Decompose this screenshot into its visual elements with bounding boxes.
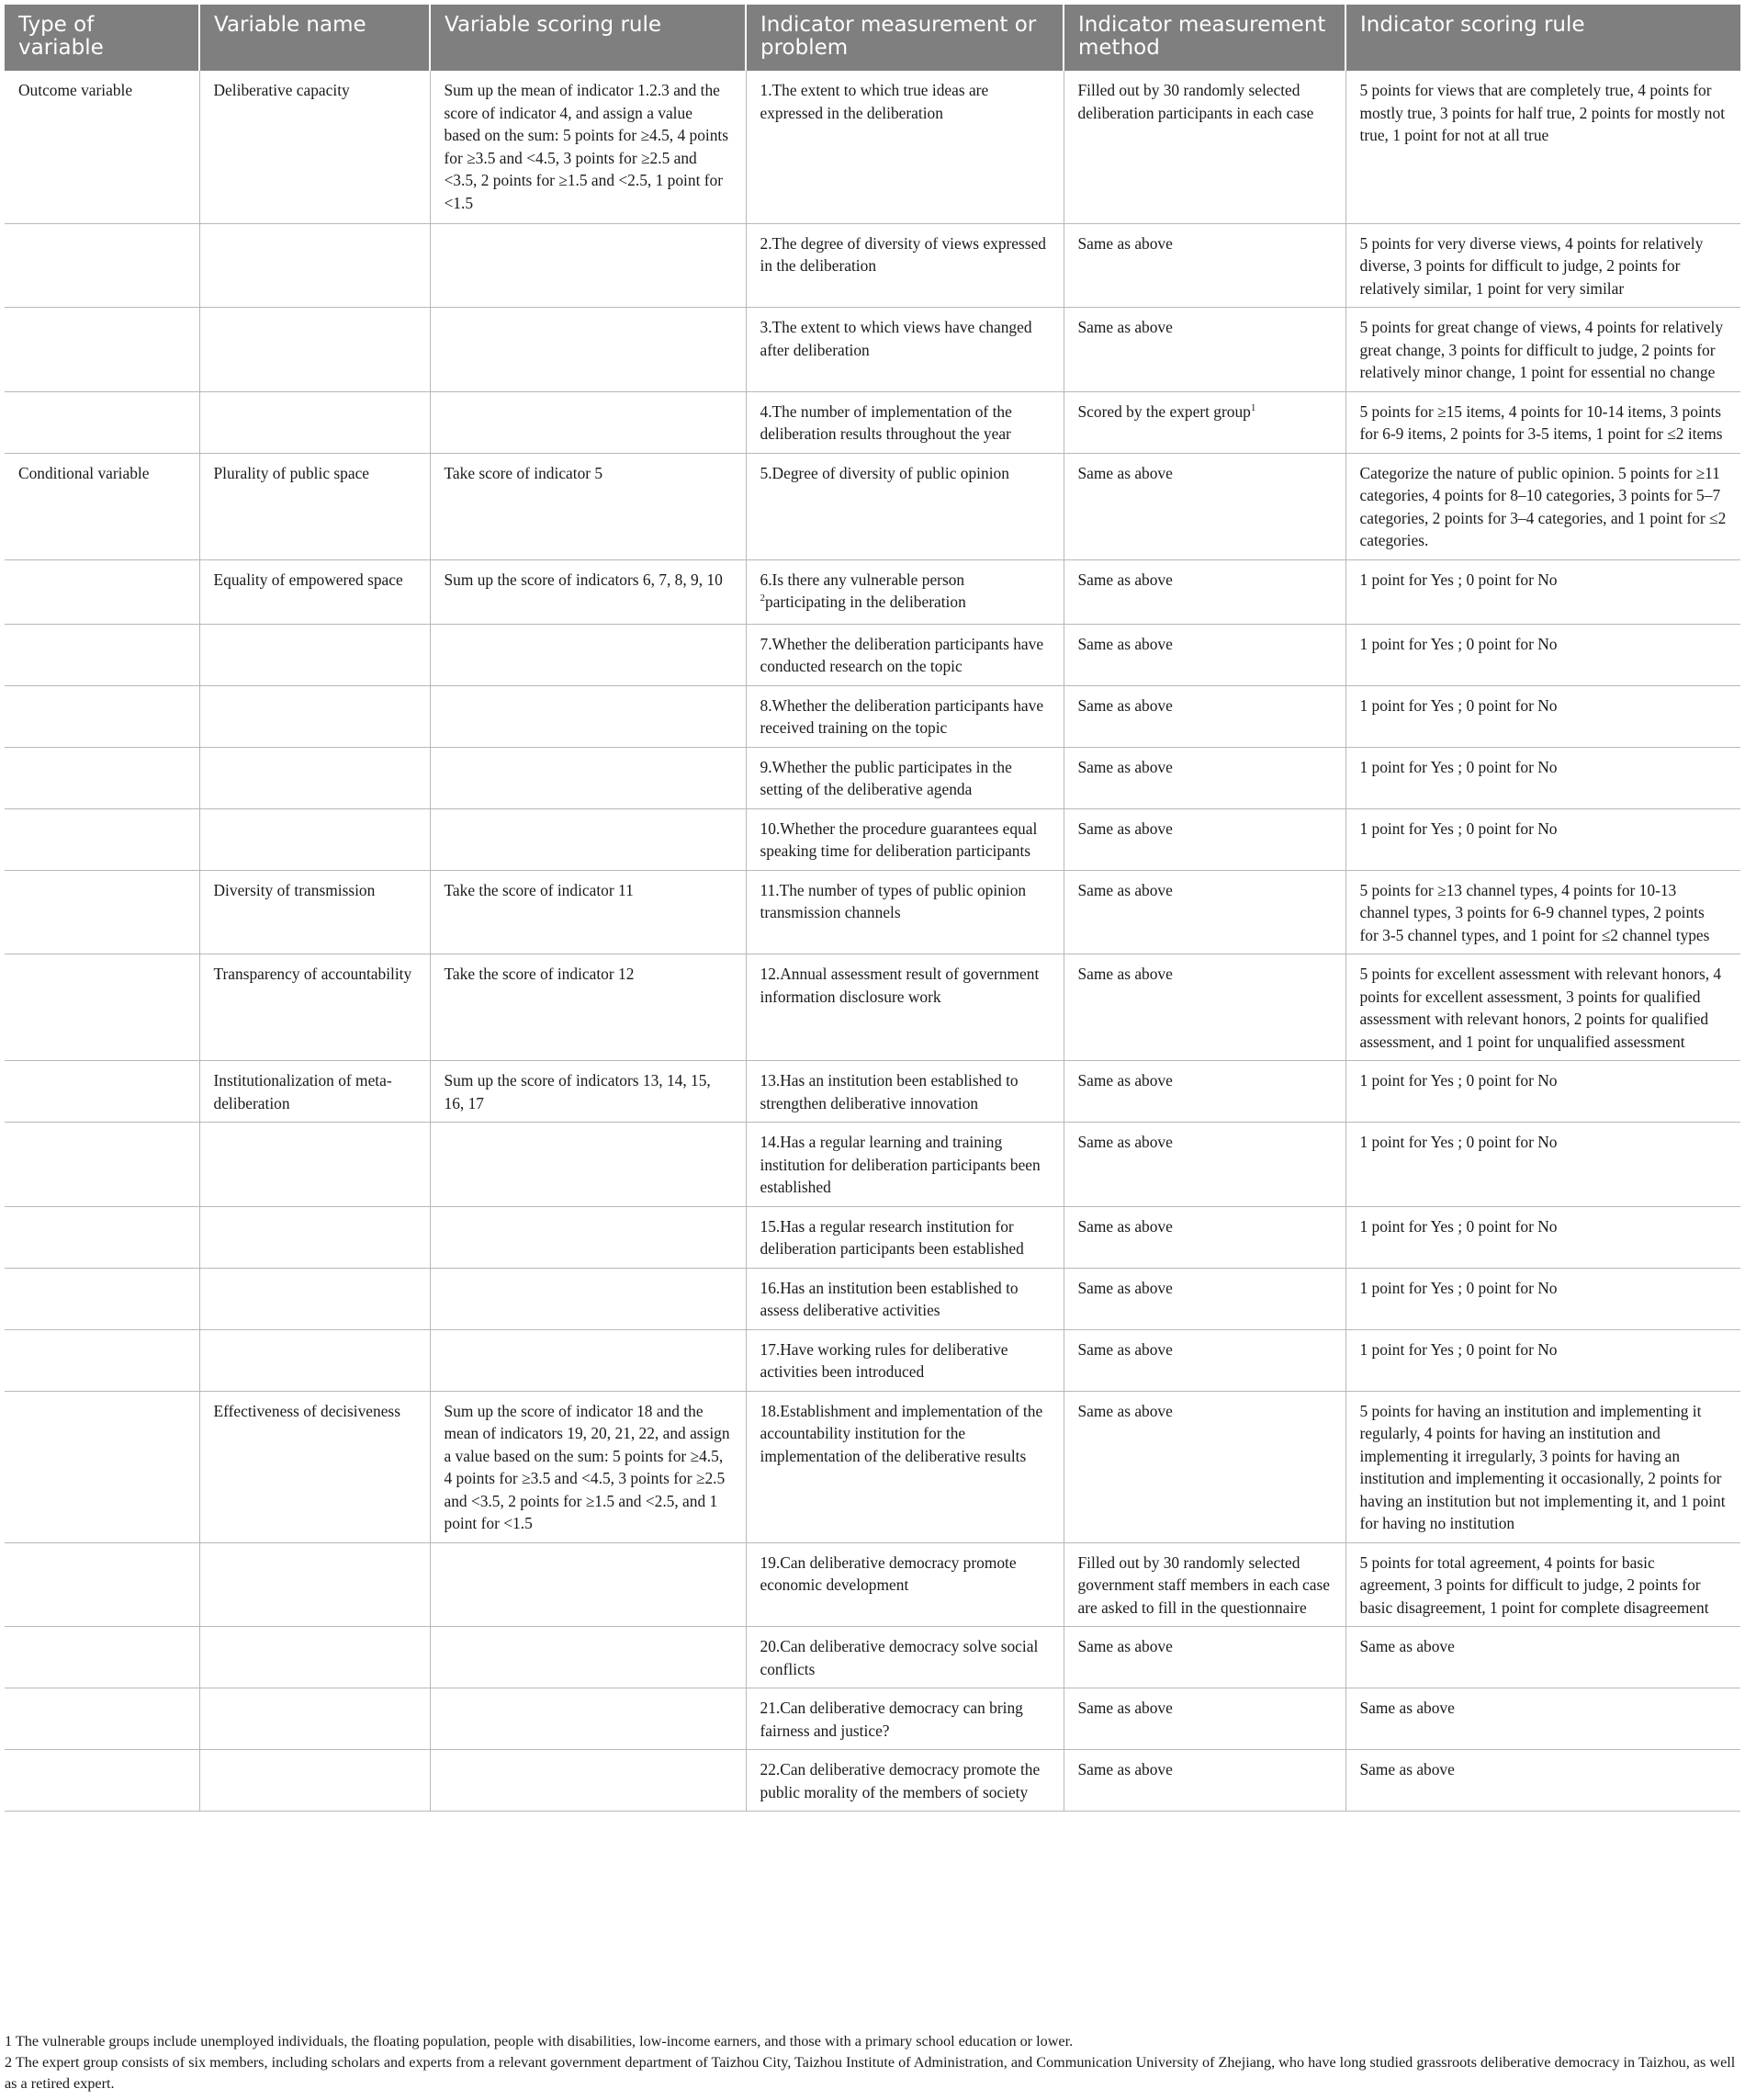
table-row [5, 1750, 1740, 1812]
cell-variable-name [199, 1750, 430, 1812]
cell-variable-type [5, 808, 199, 870]
cell-variable-type [5, 1542, 199, 1627]
table-row [5, 685, 1740, 747]
cell-indicator: 12.Annual assessment result of government information disclosure work [746, 954, 1064, 1061]
cell-measurement-method: Same as above [1064, 954, 1345, 1061]
cell-variable-type [5, 1268, 199, 1329]
cell-indicator-scoring-rule: Same as above [1345, 1627, 1740, 1688]
cell-variable-scoring-rule [430, 223, 746, 308]
cell-measurement-method: Same as above [1064, 1627, 1345, 1688]
cell-indicator-scoring-rule: Same as above [1345, 1688, 1740, 1750]
cell-variable-type [5, 624, 199, 685]
cell-variable-scoring-rule [430, 308, 746, 392]
cell-measurement-method: Same as above [1064, 747, 1345, 808]
cell-variable-name [199, 1542, 430, 1627]
cell-variable-type [5, 954, 199, 1061]
cell-measurement-method: Filled out by 30 randomly selected government staff members in each case are asked to fill in the questionnaire [1064, 1542, 1345, 1627]
cell-variable-type [5, 747, 199, 808]
cell-variable-scoring-rule: Take the score of indicator 12 [430, 954, 746, 1061]
cell-measurement-method: Same as above [1064, 559, 1345, 624]
cell-indicator-scoring-rule: 5 points for having an institution and implementing it regularly, 4 points for having an institution and implementing it irregularly, 3 points for having an institution and implementing it occasionally, 2 points for having an institution but not implementing it, and 1 point for having no institution [1345, 1391, 1740, 1542]
footnote-1: 1 The vulnerable groups include unemployed individuals, the floating population, people with disabilities, low-income earners, and those with a primary school education or lower. [5, 2033, 1074, 2049]
cell-variable-type [5, 1688, 199, 1750]
table-row [5, 1542, 1740, 1627]
cell-variable-scoring-rule [430, 624, 746, 685]
cell-indicator: 22.Can deliberative democracy promote the public morality of the members of society [746, 1750, 1064, 1812]
cell-variable-type: Conditional variable [5, 453, 199, 559]
table-row [5, 954, 1740, 1061]
cell-variable-name [199, 223, 430, 308]
table-row [5, 747, 1740, 808]
cell-variable-name: Effectiveness of decisiveness [199, 1391, 430, 1542]
cell-measurement-method: Same as above [1064, 1750, 1345, 1812]
cell-variable-name: Transparency of accountability [199, 954, 430, 1061]
cell-variable-scoring-rule [430, 1329, 746, 1391]
cell-indicator: 21.Can deliberative democracy can bring fairness and justice? [746, 1688, 1064, 1750]
column-header: Indicator measurement or problem [746, 5, 1064, 71]
table-row [5, 1627, 1740, 1688]
cell-variable-name: Equality of empowered space [199, 559, 430, 624]
table-row [5, 1329, 1740, 1391]
cell-variable-type [5, 391, 199, 453]
indicator-text-continued: participating in the deliberation [765, 593, 966, 611]
cell-variable-scoring-rule [430, 1688, 746, 1750]
cell-variable-name: Diversity of transmission [199, 870, 430, 954]
cell-variable-name [199, 808, 430, 870]
cell-variable-name [199, 624, 430, 685]
column-header: Indicator measurement method [1064, 5, 1345, 71]
cell-variable-type [5, 1750, 199, 1812]
method-text: Scored by the expert group [1077, 401, 1251, 421]
cell-measurement-method: Same as above [1064, 308, 1345, 392]
table-row [5, 391, 1740, 453]
cell-measurement-method: Same as above [1064, 453, 1345, 559]
cell-variable-scoring-rule: Sum up the mean of indicator 1.2.3 and the score of indicator 4, and assign a value based on the sum: 5 points for ≥4.5, 4 points for ≥3.5 and <4.5, 3 points for ≥2.5 and <3.5, 2 points for ≥1.5 and <2.5, 1 point for <1.5 [430, 71, 746, 223]
cell-measurement-method: Same as above [1064, 870, 1345, 954]
cell-indicator: 17.Have working rules for deliberative activities been introduced [746, 1329, 1064, 1391]
cell-variable-scoring-rule: Sum up the score of indicators 6, 7, 8, 9, 10 [430, 559, 746, 624]
cell-indicator-scoring-rule: 1 point for Yes ; 0 point for No [1345, 1268, 1740, 1329]
table-row [5, 624, 1740, 685]
column-header: Type of variable [5, 5, 199, 71]
cell-variable-name [199, 1206, 430, 1268]
cell-variable-type [5, 1061, 199, 1123]
header-row [5, 5, 1740, 71]
cell-variable-scoring-rule: Take the score of indicator 11 [430, 870, 746, 954]
cell-indicator-scoring-rule: 5 points for very diverse views, 4 points for relatively diverse, 3 points for difficult to judge, 2 points for relatively similar, 1 point for very similar [1345, 223, 1740, 308]
indicator-table [5, 5, 1740, 1812]
cell-measurement-method: Same as above [1064, 624, 1345, 685]
cell-variable-name: Plurality of public space [199, 453, 430, 559]
cell-measurement-method: Same as above [1064, 808, 1345, 870]
cell-indicator-scoring-rule: 1 point for Yes ; 0 point for No [1345, 624, 1740, 685]
footnote-ref: 2 [760, 593, 765, 604]
table-row [5, 870, 1740, 954]
cell-variable-scoring-rule [430, 1542, 746, 1627]
cell-indicator-scoring-rule: 1 point for Yes ; 0 point for No [1345, 808, 1740, 870]
cell-variable-name [199, 391, 430, 453]
cell-measurement-method: Same as above [1064, 1329, 1345, 1391]
cell-indicator: 11.The number of types of public opinion transmission channels [746, 870, 1064, 954]
cell-indicator: 4.The number of implementation of the deliberation results throughout the year [746, 391, 1064, 453]
cell-indicator-scoring-rule: 1 point for Yes ; 0 point for No [1345, 1061, 1740, 1123]
table-row [5, 1268, 1740, 1329]
cell-variable-scoring-rule [430, 747, 746, 808]
cell-measurement-method: Same as above [1064, 1391, 1345, 1542]
cell-indicator: 9.Whether the public participates in the setting of the deliberative agenda [746, 747, 1064, 808]
cell-variable-type [5, 1123, 199, 1207]
footnotes [5, 2031, 1740, 2094]
table-row [5, 1391, 1740, 1542]
cell-variable-type [5, 223, 199, 308]
table-row [5, 1123, 1740, 1207]
cell-variable-type: Outcome variable [5, 71, 199, 223]
cell-measurement-method: Same as above [1064, 1268, 1345, 1329]
table-row [5, 1688, 1740, 1750]
cell-variable-type [5, 1391, 199, 1542]
table-row [5, 559, 1740, 624]
column-header: Variable scoring rule [430, 5, 746, 71]
cell-variable-type [5, 685, 199, 747]
cell-variable-scoring-rule [430, 1627, 746, 1688]
cell-indicator: 7.Whether the deliberation participants have conducted research on the topic [746, 624, 1064, 685]
cell-variable-scoring-rule: Sum up the score of indicators 13, 14, 15, 16, 17 [430, 1061, 746, 1123]
cell-variable-type [5, 870, 199, 954]
cell-variable-name [199, 747, 430, 808]
cell-indicator-scoring-rule: 1 point for Yes ; 0 point for No [1345, 747, 1740, 808]
cell-indicator: 19.Can deliberative democracy promote economic development [746, 1542, 1064, 1627]
column-header: Indicator scoring rule [1345, 5, 1740, 71]
cell-variable-name [199, 1123, 430, 1207]
cell-variable-scoring-rule: Take score of indicator 5 [430, 453, 746, 559]
cell-indicator: 16.Has an institution been established to assess deliberative activities [746, 1268, 1064, 1329]
cell-indicator-scoring-rule: 5 points for great change of views, 4 points for relatively great change, 3 points for difficult to judge, 2 points for relatively minor change, 1 point for essential no change [1345, 308, 1740, 392]
footnote-ref: 1 [1250, 401, 1256, 413]
cell-measurement-method [1064, 391, 1345, 453]
cell-variable-name [199, 308, 430, 392]
table-row [5, 808, 1740, 870]
indicator-text: 6.Is there any vulnerable person [760, 570, 965, 589]
cell-indicator: 20.Can deliberative democracy solve social conflicts [746, 1627, 1064, 1688]
cell-indicator-scoring-rule: Categorize the nature of public opinion. 5 points for ≥11 categories, 4 points for 8–10 categories, 3 points for 5–7 categories, 2 points for 3–4 categories, and 1 point for ≤2 categories. [1345, 453, 1740, 559]
cell-indicator-scoring-rule: 1 point for Yes ; 0 point for No [1345, 685, 1740, 747]
cell-variable-name [199, 1627, 430, 1688]
cell-variable-scoring-rule [430, 391, 746, 453]
cell-indicator-scoring-rule: 1 point for Yes ; 0 point for No [1345, 1329, 1740, 1391]
cell-indicator: 15.Has a regular research institution for deliberation participants been established [746, 1206, 1064, 1268]
cell-variable-type [5, 308, 199, 392]
cell-indicator-scoring-rule: 1 point for Yes ; 0 point for No [1345, 1206, 1740, 1268]
table-row [5, 223, 1740, 308]
cell-variable-scoring-rule: Sum up the score of indicator 18 and the mean of indicators 19, 20, 21, 22, and assign a value based on the sum: 5 points for ≥4.5, 4 points for ≥3.5 and <4.5, 3 points for ≥2.5 and <3.5, 2 points for ≥1.5 and <2.5, and 1 point for <1.5 [430, 1391, 746, 1542]
table-body [5, 71, 1740, 1812]
cell-indicator-scoring-rule: 1 point for Yes ; 0 point for No [1345, 559, 1740, 624]
table-row [5, 1061, 1740, 1123]
indicator-table-wrapper [5, 5, 1740, 1812]
table-row [5, 71, 1740, 223]
cell-indicator: 2.The degree of diversity of views expressed in the deliberation [746, 223, 1064, 308]
footnote-2: 2 The expert group consists of six members, including scholars and experts from a relevant government department of Taizhou City, Taizhou Institute of Administration, and Communication University of Zhejiang, who have long studied grassroots deliberative democracy in Taizhou, as well as a retired expert. [5, 2054, 1736, 2092]
cell-measurement-method: Same as above [1064, 1206, 1345, 1268]
cell-variable-name [199, 1268, 430, 1329]
cell-indicator-scoring-rule: 5 points for ≥15 items, 4 points for 10-14 items, 3 points for 6-9 items, 2 points for 3-5 items, 1 point for ≤2 items [1345, 391, 1740, 453]
cell-variable-scoring-rule [430, 1268, 746, 1329]
cell-indicator: 5.Degree of diversity of public opinion [746, 453, 1064, 559]
cell-indicator: 10.Whether the procedure guarantees equal speaking time for deliberation participants [746, 808, 1064, 870]
cell-variable-type [5, 559, 199, 624]
cell-variable-name: Deliberative capacity [199, 71, 430, 223]
cell-variable-type [5, 1627, 199, 1688]
table-row [5, 1206, 1740, 1268]
cell-measurement-method: Same as above [1064, 1123, 1345, 1207]
cell-indicator: 13.Has an institution been established to strengthen deliberative innovation [746, 1061, 1064, 1123]
cell-measurement-method: Same as above [1064, 1061, 1345, 1123]
cell-variable-name [199, 1329, 430, 1391]
cell-indicator-scoring-rule: 5 points for total agreement, 4 points for basic agreement, 3 points for difficult to judge, 2 points for basic disagreement, 1 point for complete disagreement [1345, 1542, 1740, 1627]
cell-indicator-scoring-rule: 5 points for ≥13 channel types, 4 points for 10-13 channel types, 3 points for 6-9 channel types, 2 points for 3-5 channel types, and 1 point for ≤2 channel types [1345, 870, 1740, 954]
cell-indicator-scoring-rule: Same as above [1345, 1750, 1740, 1812]
cell-indicator [746, 559, 1064, 624]
column-header: Variable name [199, 5, 430, 71]
cell-variable-name: Institutionalization of meta-deliberation [199, 1061, 430, 1123]
table-row [5, 453, 1740, 559]
cell-variable-scoring-rule [430, 1206, 746, 1268]
cell-variable-type [5, 1206, 199, 1268]
cell-indicator: 8.Whether the deliberation participants have received training on the topic [746, 685, 1064, 747]
cell-variable-name [199, 685, 430, 747]
cell-variable-scoring-rule [430, 808, 746, 870]
cell-measurement-method: Same as above [1064, 223, 1345, 308]
cell-indicator: 14.Has a regular learning and training institution for deliberation participants been established [746, 1123, 1064, 1207]
cell-measurement-method: Filled out by 30 randomly selected deliberation participants in each case [1064, 71, 1345, 223]
cell-indicator: 18.Establishment and implementation of the accountability institution for the implementation of the deliberative results [746, 1391, 1064, 1542]
cell-measurement-method: Same as above [1064, 1688, 1345, 1750]
cell-indicator-scoring-rule: 1 point for Yes ; 0 point for No [1345, 1123, 1740, 1207]
cell-variable-name [199, 1688, 430, 1750]
cell-indicator-scoring-rule: 5 points for excellent assessment with relevant honors, 4 points for excellent assessment, 3 points for qualified assessment with relevant honors, 2 points for qualified assessment, and 1 point for unqualified assessment [1345, 954, 1740, 1061]
cell-indicator-scoring-rule: 5 points for views that are completely true, 4 points for mostly true, 3 points for half true, 2 points for mostly not true, 1 point for not at all true [1345, 71, 1740, 223]
cell-indicator: 3.The extent to which views have changed after deliberation [746, 308, 1064, 392]
cell-variable-scoring-rule [430, 1750, 746, 1812]
cell-variable-type [5, 1329, 199, 1391]
cell-variable-scoring-rule [430, 1123, 746, 1207]
table-row [5, 308, 1740, 392]
cell-indicator: 1.The extent to which true ideas are expressed in the deliberation [746, 71, 1064, 223]
cell-measurement-method: Same as above [1064, 685, 1345, 747]
cell-variable-scoring-rule [430, 685, 746, 747]
